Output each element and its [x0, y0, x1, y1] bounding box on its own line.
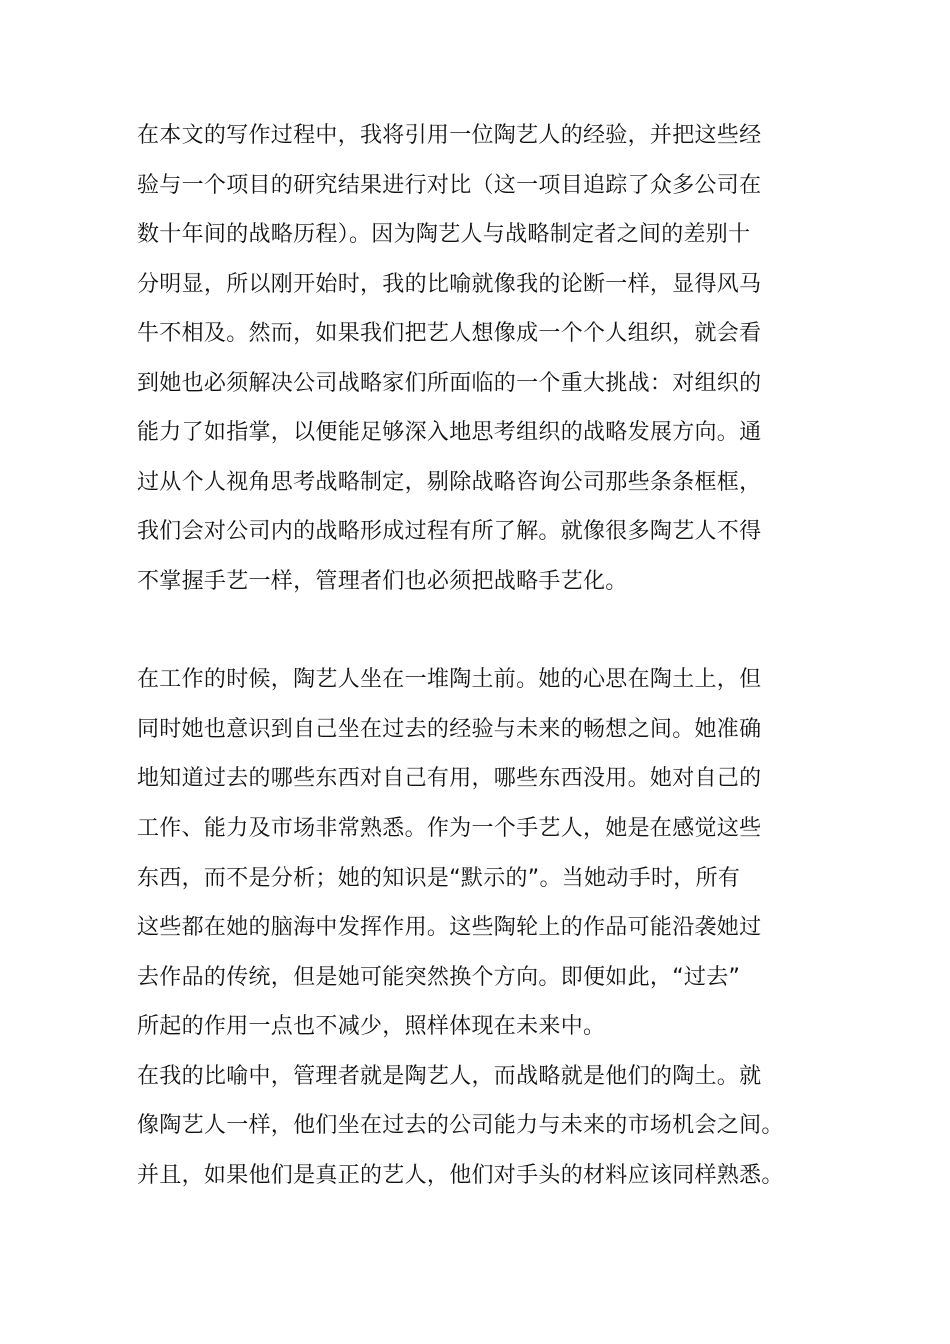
text-line: 去作品的传统，但是她可能突然换个方向。即便如此，“过去” — [137, 965, 741, 990]
text-line: 不掌握手艺一样，管理者们也必须把战略手艺化。 — [137, 569, 628, 594]
text-line: 在我的比喻中，管理者就是陶艺人，而战略就是他们的陶土。就 — [137, 1064, 762, 1089]
text-line: 这些都在她的脑海中发挥作用。这些陶轮上的作品可能沿袭她过 — [137, 915, 762, 940]
text-line: 到她也必须解决公司战略家们所面临的一个重大挑战：对组织的 — [137, 371, 762, 396]
text-line: 地知道过去的哪些东西对自己有用，哪些东西没用。她对自己的 — [137, 766, 762, 791]
text-line: 所起的作用一点也不减少，照样体现在未来中。 — [137, 1014, 606, 1039]
text-line: 数十年间的战略历程）。因为陶艺人与战略制定者之间的差别十 — [137, 222, 751, 247]
text-line: 过从个人视角思考战略制定，剔除战略咨询公司那些条条框框， — [137, 470, 762, 495]
text-line: 我们会对公司内的战略形成过程有所了解。就像很多陶艺人不得 — [137, 519, 762, 544]
text-line: 在本文的写作过程中，我将引用一位陶艺人的经验，并把这些经 — [137, 123, 762, 148]
text-line: 东西，而不是分析；她的知识是“默示的”。当她动手时，所有 — [137, 866, 741, 891]
text-line: 工作、能力及市场非常熟悉。作为一个手艺人，她是在感觉这些 — [137, 816, 762, 841]
text-line: 能力了如指掌，以便能足够深入地思考组织的战略发展方向。通 — [137, 420, 762, 445]
text-line: 牛不相及。然而，如果我们把艺人想像成一个个人组织，就会看 — [137, 321, 762, 346]
text-line: 像陶艺人一样，他们坐在过去的公司能力与未来的市场机会之间。 — [137, 1113, 784, 1138]
text-line: 分明显，所以刚开始时，我的比喻就像我的论断一样，显得风马 — [137, 272, 762, 297]
text-line: 同时她也意识到自己坐在过去的经验与未来的畅想之间。她准确 — [137, 717, 762, 742]
text-line: 在工作的时候，陶艺人坐在一堆陶土前。她的心思在陶土上，但 — [137, 667, 762, 692]
text-line: 并且，如果他们是真正的艺人，他们对手头的材料应该同样熟悉。 — [137, 1163, 784, 1188]
text-line: 验与一个项目的研究结果进行对比（这一项目追踪了众多公司在 — [137, 173, 762, 198]
